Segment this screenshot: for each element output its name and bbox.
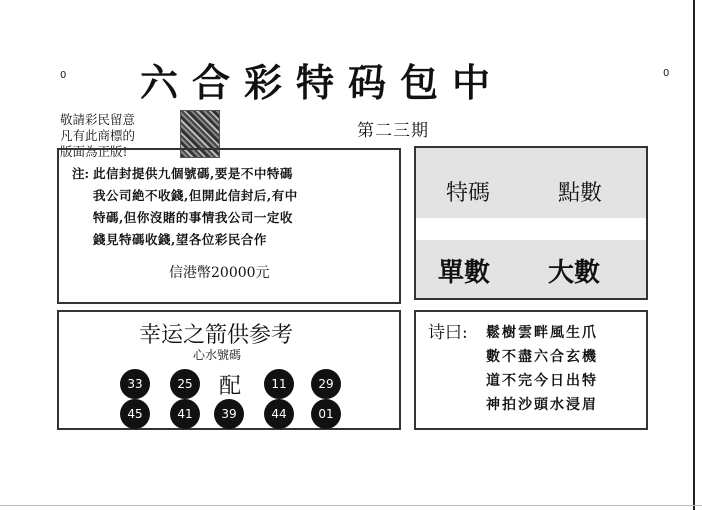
- poem-line: 數不盡六合玄機: [486, 349, 598, 365]
- number-ball: 45: [120, 399, 150, 429]
- poem-line: 道不完今日出特: [486, 373, 598, 389]
- notice-line: 敬請彩民留意: [60, 112, 136, 127]
- notice-box: [57, 148, 401, 304]
- corner-mark-right: 0: [663, 68, 670, 79]
- notice-line: 版面為正版!: [60, 144, 128, 159]
- number-ball: 41: [170, 399, 200, 429]
- special-code-box: [414, 146, 648, 300]
- note-line: 錢見特碼收錢,望各位彩民合作: [93, 232, 267, 247]
- lucky-numbers-box: [57, 310, 401, 430]
- pair-char: 配: [219, 374, 242, 399]
- lucky-title: 幸运之箭供参考: [139, 323, 294, 348]
- number-ball: 25: [170, 369, 200, 399]
- divider-band: [416, 218, 646, 240]
- points-heading: 點數: [558, 181, 603, 206]
- number-ball: 01: [311, 399, 341, 429]
- poem-box: [414, 310, 648, 430]
- number-ball: 33: [120, 369, 150, 399]
- poem-line: 神拍沙頭水浸眉: [486, 397, 598, 413]
- lucky-subtitle: 心水號碼: [193, 348, 242, 362]
- page-edge-right: [693, 0, 695, 510]
- note-line: 特碼,但你沒賭的事情我公司一定收: [93, 210, 293, 225]
- poem-line: 鬆樹雲畔風生爪: [486, 325, 598, 341]
- odd-label: 單數: [438, 258, 491, 288]
- page-edge-bottom: [0, 505, 702, 506]
- note-line: 此信封提供九個號碼,要是不中特碼: [93, 166, 293, 181]
- page-title: 六合彩特码包中: [140, 61, 505, 105]
- number-ball: 11: [264, 369, 294, 399]
- poem-label: 诗曰:: [428, 323, 468, 343]
- note-line: 我公司絶不收錢,但開此信封后,有中: [93, 188, 298, 203]
- big-label: 大數: [548, 258, 601, 288]
- number-ball: 39: [214, 399, 244, 429]
- note-label: 注:: [72, 166, 90, 181]
- number-ball: 44: [264, 399, 294, 429]
- notice-line: 凡有此商標的: [60, 128, 136, 143]
- corner-mark-left: 0: [60, 70, 67, 81]
- issue-number: 第二三期: [357, 121, 429, 141]
- special-code-heading: 特碼: [446, 181, 491, 206]
- price-text: 信港幣20000元: [169, 265, 270, 281]
- number-ball: 29: [311, 369, 341, 399]
